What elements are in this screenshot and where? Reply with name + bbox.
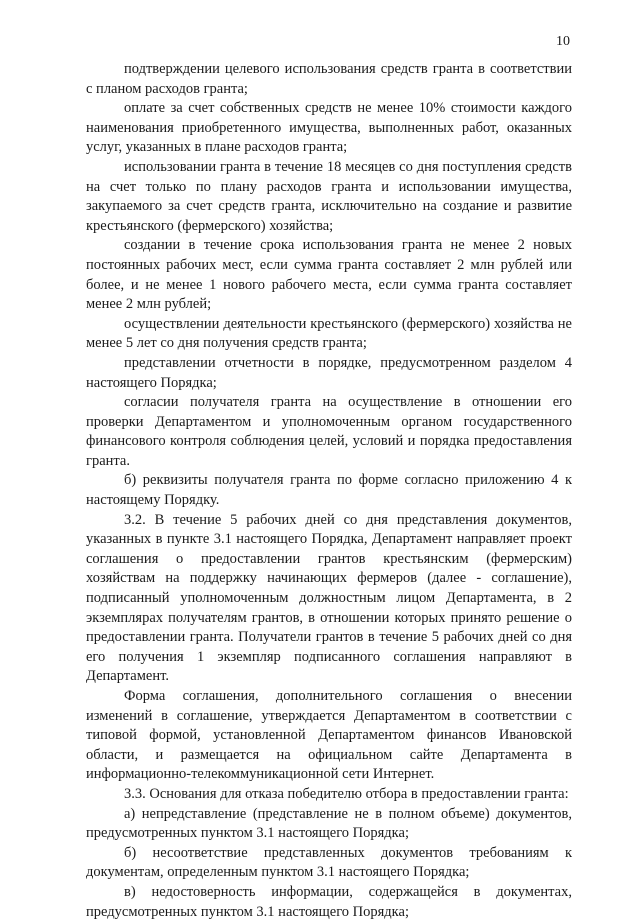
paragraph-agreement-form: Форма соглашения, дополнительного соглашения о внесении изменений в соглашение, утверждается Департаментом в соответствии с типовой формой, установленной Департаментом финансов Ивановской области, и размещается на официальном сайте Департамента в информационно-телекоммуникационной сети Интернет.: [86, 688, 572, 783]
paragraph-requisites: б) реквизиты получателя гранта по форме согласно приложению 4 к настоящему Порядку.: [86, 472, 572, 509]
paragraph-target-use: подтверждении целевого использования средств гранта в соответствии с планом расходов гранта;: [86, 61, 572, 97]
paragraph-own-funds: оплате за счет собственных средств не менее 10% стоимости каждого наименования приобретенного имущества, выполненных работ, оказанных услуг, указанных в плане расходов гранта;: [86, 100, 572, 156]
page-number: 10: [556, 34, 570, 49]
paragraph-refusal-b: б) несоответствие представленных документов требованиям к документам, определенным пунктом 3.1 настоящего Порядка;: [86, 844, 572, 881]
paragraph-reporting: представлении отчетности в порядке, предусмотренном разделом 4 настоящего Порядка;: [86, 354, 572, 391]
paragraph-new-jobs: создании в течение срока использования гранта не менее 2 новых постоянных рабочих мест, если сумма гранта составляет 2 млн рублей или более, и не менее 1 нового рабочего места, если сумма гранта составляет менее 2 млн рублей;: [86, 237, 572, 313]
document-body: [86, 60, 572, 922]
paragraph-inspection-consent: согласии получателя гранта на осуществление в отношении его проверки Департаментом и уполномоченным органом государственного финансового контроля соблюдения целей, условий и порядка предоставления гранта.: [86, 394, 572, 469]
paragraph-3-2: 3.2. В течение 5 рабочих дней со дня представления документов, указанных в пункте 3.1 настоящего Порядка, Департамент направляет проект соглашения о предоставлении грантов крестьянским (фермерским) хозяйствам на поддержку начинающих фермеров (далее - соглашение), подписанный уполномоченным должностным лицом Департамента, в 2 экземплярах получателям грантов, в отношении которых принято решение о предоставлении гранта. Получатели грантов в течение 5 рабочих дней со дня его получения 1 экземпляр подписанного соглашения направляют в Департамент.: [86, 511, 572, 685]
paragraph-refusal-a: а) непредставление (представление не в полном объеме) документов, предусмотренных пунктом 3.1 настоящего Порядка;: [86, 805, 572, 842]
paragraph-refusal-c: в) недостоверность информации, содержащейся в документах, предусмотренных пунктом 3.1 настоящего Порядка;: [86, 883, 572, 920]
paragraph-3-3: 3.3. Основания для отказа победителю отбора в предоставлении гранта:: [124, 785, 569, 802]
paragraph-activity-period: осуществлении деятельности крестьянского (фермерского) хозяйства не менее 5 лет со дня получения средств гранта;: [86, 315, 572, 352]
paragraph-grant-usage: использовании гранта в течение 18 месяцев со дня поступления средств на счет только по плану расходов гранта и использовании имущества, закупаемого за счет средств гранта, исключительно на создание и развитие крестьянского (фермерского) хозяйства;: [86, 158, 572, 234]
